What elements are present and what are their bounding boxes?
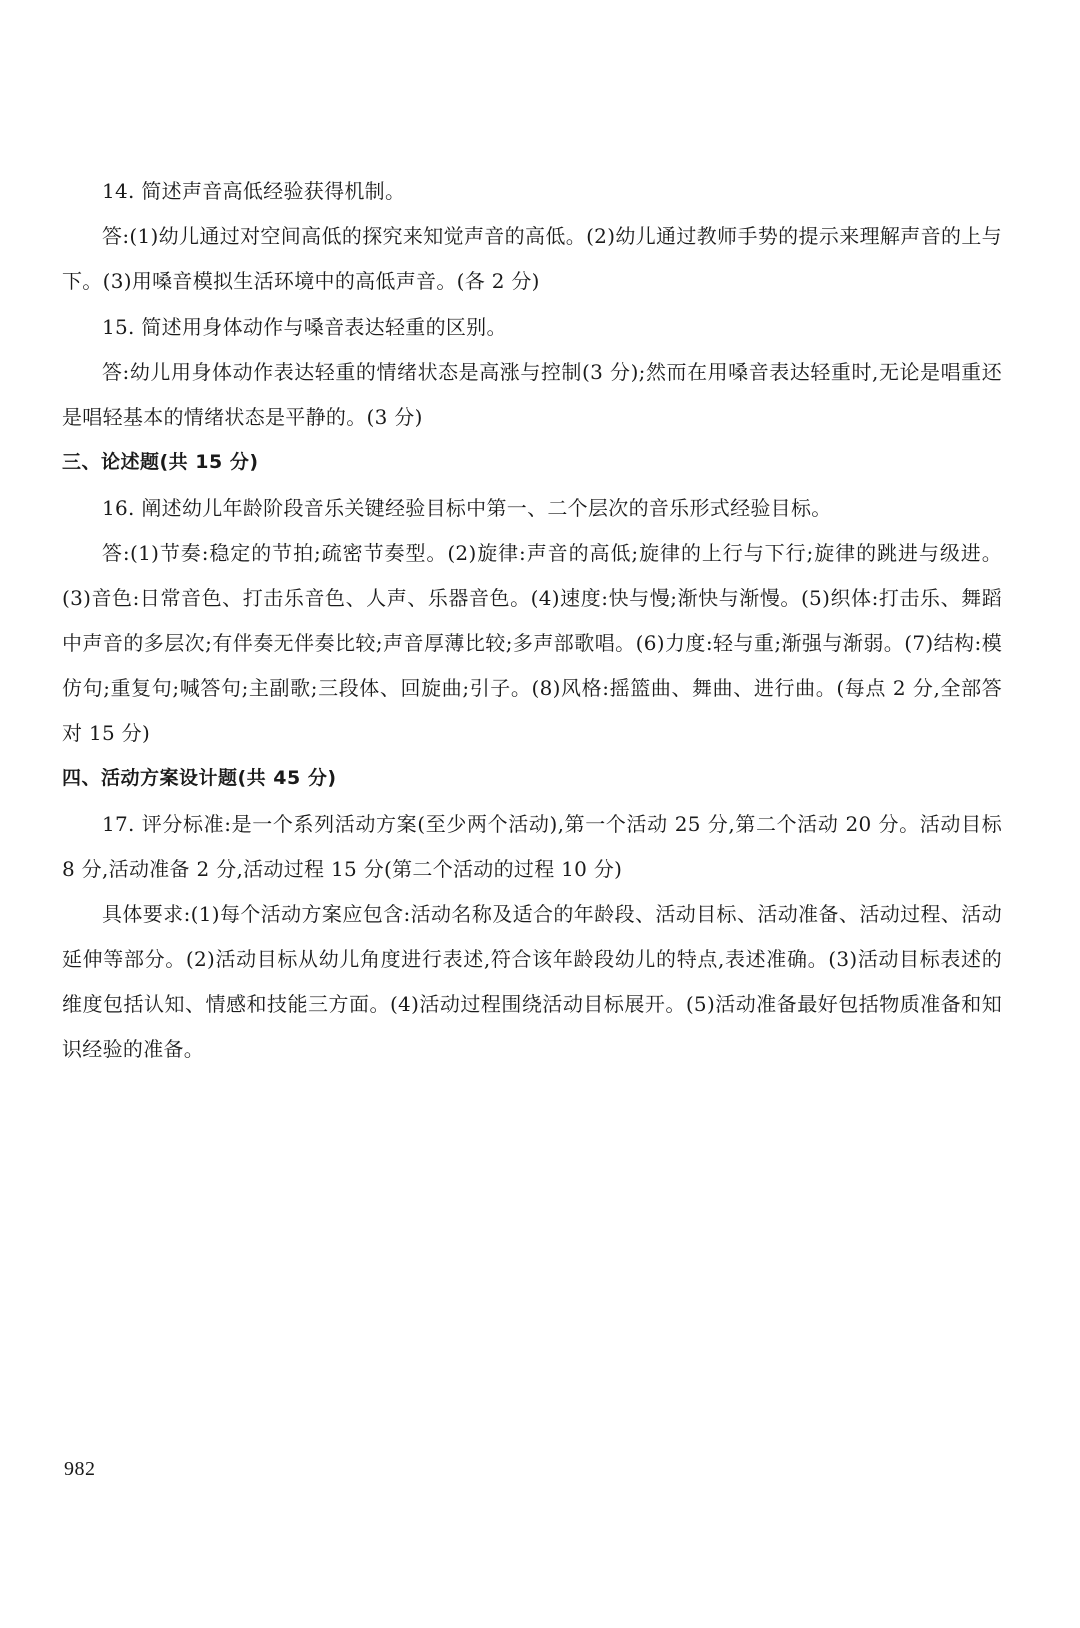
question-17-requirements: 具体要求:(1)每个活动方案应包含:活动名称及适合的年龄段、活动目标、活动准备、活动过程、活动延伸等部分。(2)活动目标从幼儿角度进行表述,符合该年龄段幼儿的特点,表述准确。(3)活动目标表述的维度包括认知、情感和技能三方面。(4)活动过程围绕活动目标展开。(5)活动准备最好包括物质准备和知识经验的准备。	[62, 902, 1002, 1061]
answer-16: 答:(1)节奏:稳定的节拍;疏密节奏型。(2)旋律:声音的高低;旋律的上行与下行;旋律的跳进与级进。(3)音色:日常音色、打击乐音色、人声、乐器音色。(4)速度:快与慢;渐快与渐慢。(5)织体:打击乐、舞蹈中声音的多层次;有伴奏无伴奏比较;声音厚薄比较;多声部歌唱。(6)力度:轻与重;渐强与渐弱。(7)结构:模仿句;重复句;喊答句;主副歌;三段体、回旋曲;引子。(8)风格:摇篮曲、舞曲、进行曲。(每点 2 分,全部答对 15 分)	[62, 541, 1002, 745]
section-heading-3: 三、论述题(共 15 分)	[62, 451, 259, 473]
question-16: 16. 阐述幼儿年龄阶段音乐关键经验目标中第一、二个层次的音乐形式经验目标。	[102, 496, 832, 520]
page-number: 982	[64, 1458, 96, 1480]
question-15: 15. 简述用身体动作与嗓音表达轻重的区别。	[102, 315, 507, 339]
question-14: 14. 简述声音高低经验获得机制。	[102, 179, 406, 203]
answer-14: 答:(1)幼儿通过对空间高低的探究来知觉声音的高低。(2)幼儿通过教师手势的提示来理解声音的上与下。(3)用嗓音模拟生活环境中的高低声音。(各 2 分)	[62, 224, 1002, 293]
document-content	[62, 168, 1002, 1072]
answer-15: 答:幼儿用身体动作表达轻重的情绪状态是高涨与控制(3 分);然而在用嗓音表达轻重时,无论是唱重还是唱轻基本的情绪状态是平静的。(3 分)	[62, 360, 1002, 429]
question-17-criteria: 17. 评分标准:是一个系列活动方案(至少两个活动),第一个活动 25 分,第二个活动 20 分。活动目标 8 分,活动准备 2 分,活动过程 15 分(第二个活动的过程 10 分)	[62, 812, 1002, 881]
section-heading-4: 四、活动方案设计题(共 45 分)	[62, 767, 337, 789]
